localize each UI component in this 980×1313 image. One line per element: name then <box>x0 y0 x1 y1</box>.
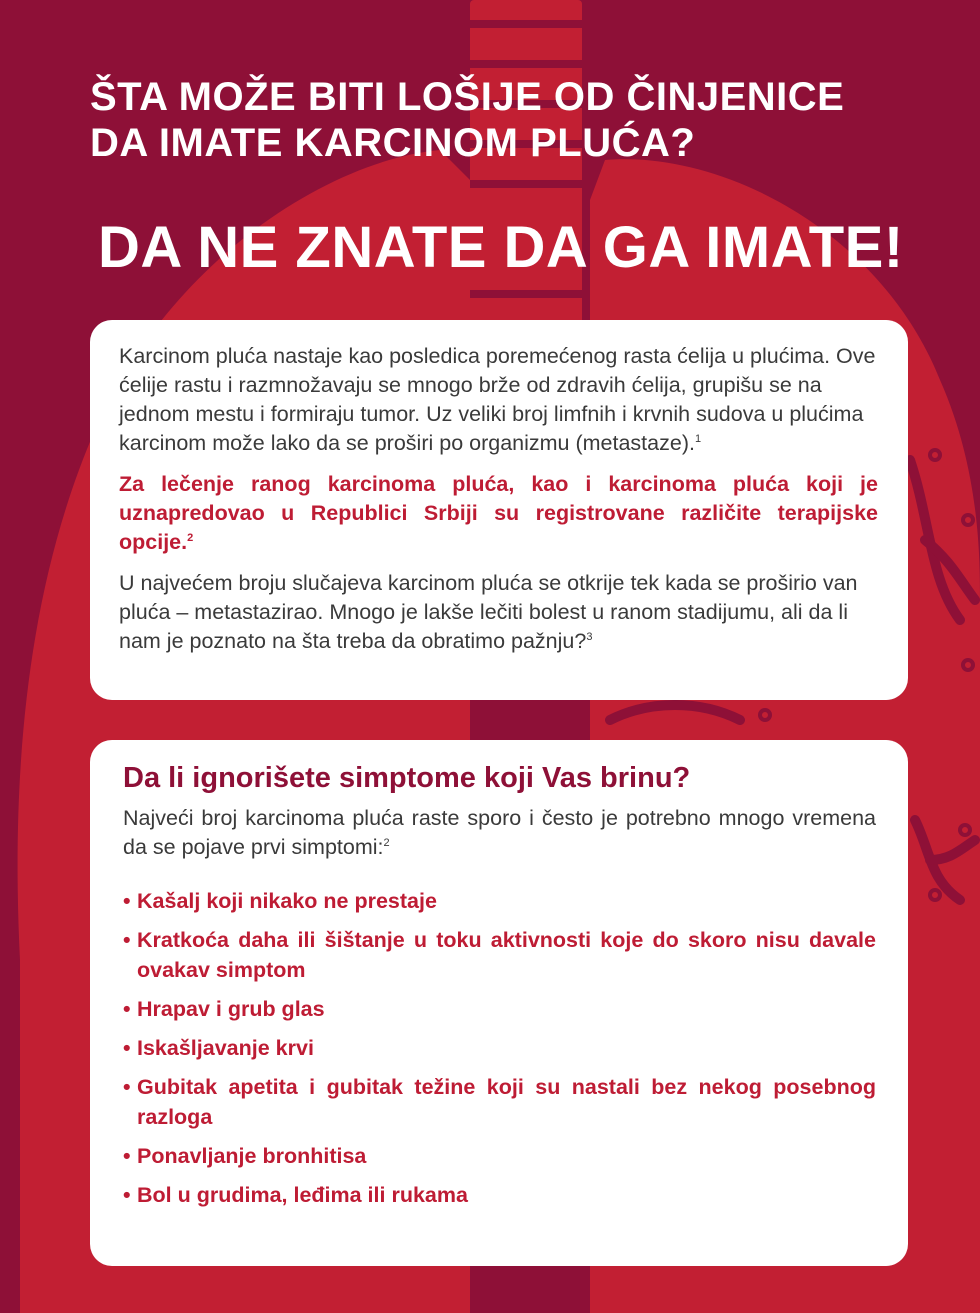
bullet-icon: • <box>123 928 131 952</box>
highlight-text: Za lečenje ranog karcinoma pluća, kao i karcinoma pluća koji je uznapredovao u Republici Srbiji su registrovane različite terapijske opcije. <box>119 472 878 554</box>
list-item <box>123 925 876 985</box>
symptom-text: Kratkoća daha ili šištanje u toku aktivnosti koje do skoro nisu davale ovakav simptom <box>137 928 876 982</box>
highlight-paragraph <box>119 470 878 557</box>
footnote-ref: 2 <box>187 531 194 544</box>
symptoms-card <box>90 740 908 1266</box>
info-paragraph-1-text: Karcinom pluća nastaje kao posledica poremećenog rasta ćelija u plućima. Ove ćelije rastu i razmnožavaju se mnogo brže od zdravih ćelija, grupišu se na jednom mestu i formiraju tumor. Uz veliki broj limfnih i krvnih sudova u plućima karcinom može lako da se proširi po organizmu (metastaze). <box>119 344 876 455</box>
footnote-ref: 2 <box>383 836 390 849</box>
symptom-text: Iskašljavanje krvi <box>137 1036 314 1060</box>
info-card <box>90 320 908 700</box>
headline-line-1: ŠTA MOŽE BITI LOŠIJE OD ČINJENICE <box>90 75 845 119</box>
bullet-icon: • <box>123 889 131 913</box>
headline-line-2: DA IMATE KARCINOM PLUĆA? <box>90 121 696 165</box>
list-item <box>123 1180 876 1210</box>
headline-answer: DA NE ZNATE DA GA IMATE! <box>98 215 904 280</box>
info-paragraph-1 <box>119 342 878 458</box>
list-item <box>123 1141 876 1171</box>
symptom-text: Kašalj koji nikako ne prestaje <box>137 889 437 913</box>
headline-question <box>90 74 950 166</box>
bullet-icon: • <box>123 1075 131 1099</box>
symptom-text: Hrapav i grub glas <box>137 997 325 1021</box>
symptoms-title: Da li ignorišete simptome koji Vas brinu? <box>123 762 691 794</box>
bullet-icon: • <box>123 1144 131 1168</box>
list-item <box>123 994 876 1024</box>
bullet-icon: • <box>123 997 131 1021</box>
bullet-icon: • <box>123 1036 131 1060</box>
symptoms-list <box>123 886 876 1210</box>
footnote-ref: 1 <box>694 432 702 445</box>
symptoms-intro <box>123 804 876 862</box>
footnote-ref: 3 <box>586 630 593 643</box>
symptom-text: Bol u grudima, leđima ili rukama <box>137 1183 468 1207</box>
list-item <box>123 1072 876 1132</box>
symptom-text: Ponavljanje bronhitisa <box>137 1144 367 1168</box>
bullet-icon: • <box>123 1183 131 1207</box>
info-paragraph-3 <box>119 569 878 656</box>
list-item <box>123 886 876 916</box>
info-paragraph-3-text: U najvećem broju slučajeva karcinom pluća se otkrije tek kada se proširio van pluća – metastazirao. Mnogo je lakše lečiti bolest u ranom stadijumu, ali da li nam je poznato na šta treba da obratimo pažnju? <box>119 571 858 653</box>
list-item <box>123 1033 876 1063</box>
symptoms-intro-text: Najveći broj karcinoma pluća raste sporo i često je potrebno mnogo vremena da se pojave prvi simptomi: <box>123 806 876 859</box>
symptom-text: Gubitak apetita i gubitak težine koji su nastali bez nekog posebnog razloga <box>137 1075 876 1129</box>
